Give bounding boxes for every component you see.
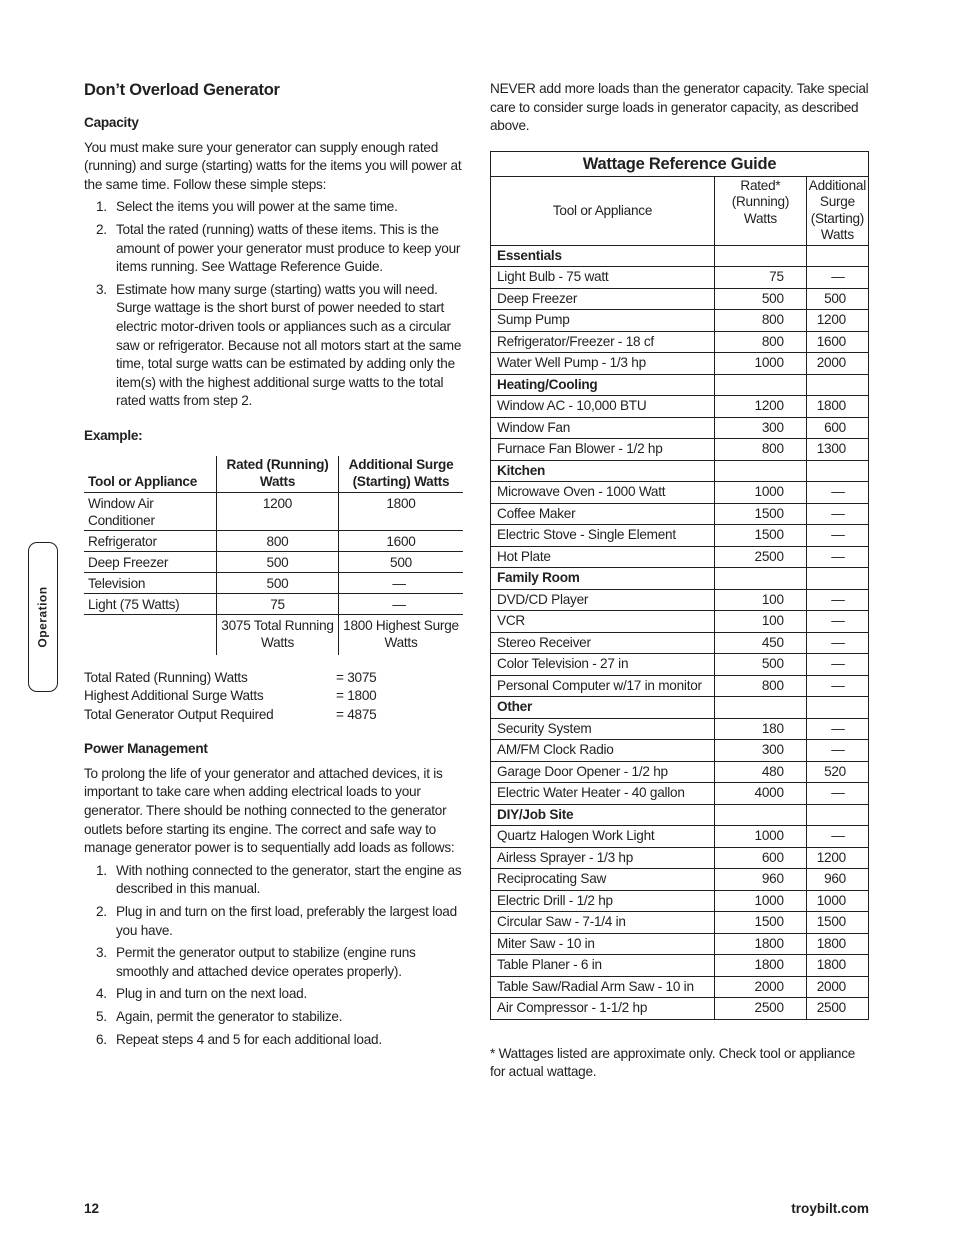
table-cell: 1000 <box>715 353 807 375</box>
category-label: Kitchen <box>491 460 715 482</box>
table-cell: Hot Plate <box>491 546 715 568</box>
power-management-heading: Power Management <box>84 741 208 757</box>
list-item <box>84 985 464 1004</box>
table-total-row <box>84 614 463 655</box>
category-label: DIY/Job Site <box>491 804 715 826</box>
category-label: Other <box>491 697 715 719</box>
wattage-reference-table <box>490 151 869 1020</box>
category-row <box>491 374 869 396</box>
table-cell: Microwave Oven - 1000 Watt <box>491 482 715 504</box>
table-cell: 500 <box>715 654 807 676</box>
table-row <box>491 912 869 934</box>
table-cell: 75 <box>715 267 807 289</box>
step-number: 2. <box>96 904 107 920</box>
table-cell: — <box>806 740 868 762</box>
category-label: Heating/Cooling <box>491 374 715 396</box>
category-row <box>491 804 869 826</box>
table-cell: — <box>806 718 868 740</box>
column-header: Rated* (Running) Watts <box>715 176 807 245</box>
table-cell: Personal Computer w/17 in monitor <box>491 675 715 697</box>
left-column <box>84 80 464 1053</box>
table-header-row <box>84 456 463 493</box>
table-cell: 1200 <box>217 492 339 530</box>
table-cell: 1500 <box>715 503 807 525</box>
summary-label: Total Rated (Running) Watts <box>84 669 248 685</box>
table-cell: 1600 <box>806 331 868 353</box>
table-row <box>491 396 869 418</box>
table-cell: Miter Saw - 10 in <box>491 933 715 955</box>
table-cell: 300 <box>715 740 807 762</box>
table-cell: 2000 <box>715 976 807 998</box>
table-cell <box>806 245 868 267</box>
step-text: Repeat steps 4 and 5 for each additional load. <box>116 1031 382 1047</box>
table-cell: Deep Freezer <box>88 554 169 570</box>
table-cell: — <box>392 575 406 591</box>
table-row <box>491 267 869 289</box>
table-cell: 1500 <box>806 912 868 934</box>
table-cell: — <box>806 546 868 568</box>
list-item <box>84 1031 464 1050</box>
right-column <box>490 80 870 1082</box>
table-cell: 300 <box>715 417 807 439</box>
step-number: 1. <box>96 199 107 215</box>
power-management-steps <box>84 862 464 1049</box>
table-row <box>491 718 869 740</box>
table-row <box>491 976 869 998</box>
table-row <box>491 740 869 762</box>
table-row <box>491 482 869 504</box>
table-cell: VCR <box>491 611 715 633</box>
page-number: 12 <box>84 1201 100 1216</box>
table-row <box>491 439 869 461</box>
summary-line <box>84 706 464 725</box>
column-header: Additional Surge (Starting) Watts <box>806 176 868 245</box>
table-row <box>491 826 869 848</box>
table-cell: 800 <box>715 675 807 697</box>
table-cell: 1200 <box>806 310 868 332</box>
table-cell: 960 <box>806 869 868 891</box>
summary-value: = 3075 <box>336 669 377 685</box>
table-cell: 450 <box>715 632 807 654</box>
capacity-warning: NEVER add more loads than the generator capacity. Take special care to consider surge loads in generator capacity, as described above. <box>490 81 869 134</box>
table-cell: Light Bulb - 75 watt <box>491 267 715 289</box>
table-cell: 600 <box>806 417 868 439</box>
table-cell: Airless Sprayer - 1/3 hp <box>491 847 715 869</box>
table-cell: 4000 <box>715 783 807 805</box>
table-cell: 1800 <box>715 933 807 955</box>
list-item <box>84 944 464 981</box>
table-cell: DVD/CD Player <box>491 589 715 611</box>
table-cell: Color Television - 27 in <box>491 654 715 676</box>
category-label: Essentials <box>491 245 715 267</box>
table-cell <box>806 460 868 482</box>
table-cell: 100 <box>715 589 807 611</box>
table-cell <box>715 374 807 396</box>
table-cell <box>806 568 868 590</box>
table-cell: Window AC - 10,000 BTU <box>491 396 715 418</box>
table-cell <box>806 804 868 826</box>
category-row <box>491 697 869 719</box>
table-row <box>491 847 869 869</box>
table-cell: Stereo Receiver <box>491 632 715 654</box>
list-item <box>84 281 464 411</box>
table-cell: 500 <box>217 551 339 572</box>
table-cell: — <box>806 654 868 676</box>
power-management-intro: To prolong the life of your generator and attached devices, it is important to take care when adding electrical loads to your generator. There should be nothing connected to the generator outlets before starting its engine. The correct and safe way to manage generator power is to sequentially add loads as follows: <box>84 765 455 856</box>
table-row <box>491 546 869 568</box>
table-row <box>491 611 869 633</box>
table-cell: Window Air Conditioner <box>88 495 155 528</box>
table-cell: Refrigerator <box>88 533 157 549</box>
table-cell: Refrigerator/Freezer - 18 cf <box>491 331 715 353</box>
table-cell: 500 <box>806 288 868 310</box>
step-number: 3. <box>96 281 107 297</box>
table-cell: Table Saw/Radial Arm Saw - 10 in <box>491 976 715 998</box>
table-cell: 3075 Total Running Watts <box>217 614 339 655</box>
section-tab-label: Operation <box>35 586 50 648</box>
website-url: troybilt.com <box>791 1201 869 1216</box>
table-cell: Deep Freezer <box>491 288 715 310</box>
table-cell: Water Well Pump - 1/3 hp <box>491 353 715 375</box>
table-cell: AM/FM Clock Radio <box>491 740 715 762</box>
table-row <box>491 955 869 977</box>
table-cell <box>715 697 807 719</box>
table-cell: 1800 <box>806 396 868 418</box>
summary-label: Total Generator Output Required <box>84 706 274 722</box>
table-cell: 2500 <box>806 998 868 1020</box>
table-cell: 1500 <box>715 525 807 547</box>
table-cell: 800 <box>715 310 807 332</box>
table-cell: 1800 <box>386 495 416 511</box>
table-cell: Television <box>88 575 146 591</box>
table-cell: 1500 <box>715 912 807 934</box>
table-cell: Air Compressor - 1-1/2 hp <box>491 998 715 1020</box>
table-row <box>491 417 869 439</box>
step-number: 2. <box>96 221 107 237</box>
table-row <box>491 783 869 805</box>
table-cell <box>715 804 807 826</box>
table-cell: 500 <box>715 288 807 310</box>
table-cell: 1800 <box>715 955 807 977</box>
table-cell: 180 <box>715 718 807 740</box>
table-cell: 1800 Highest Surge Watts <box>343 617 459 650</box>
table-cell <box>715 568 807 590</box>
table-cell: 1600 <box>386 533 416 549</box>
table-cell: 1800 <box>806 933 868 955</box>
footnote: * Wattages listed are approximate only. Check tool or appliance for actual wattage. <box>490 1045 856 1080</box>
table-cell: Electric Drill - 1/2 hp <box>491 890 715 912</box>
column-header: Rated (Running) Watts <box>217 456 339 493</box>
table-cell: — <box>806 675 868 697</box>
table-row <box>491 525 869 547</box>
table-cell: 100 <box>715 611 807 633</box>
table-row <box>491 331 869 353</box>
summary-value: = 1800 <box>336 688 377 704</box>
table-cell <box>715 245 807 267</box>
table-cell: 800 <box>217 530 339 551</box>
table-cell <box>715 460 807 482</box>
table-row <box>84 492 463 530</box>
list-item <box>84 1008 464 1027</box>
list-item <box>84 221 464 277</box>
table-cell: 960 <box>715 869 807 891</box>
step-text: Select the items you will power at the same time. <box>116 199 398 215</box>
list-item <box>84 198 464 217</box>
table-cell: 2000 <box>806 976 868 998</box>
table-cell: 1000 <box>715 826 807 848</box>
example-summary <box>84 669 464 725</box>
table-row <box>491 288 869 310</box>
summary-line <box>84 669 464 688</box>
example-table <box>84 456 463 655</box>
table-row <box>491 310 869 332</box>
table-cell: — <box>806 525 868 547</box>
table-header-row <box>491 176 869 245</box>
example-heading: Example: <box>84 427 143 443</box>
step-number: 3. <box>96 945 107 961</box>
table-row <box>491 890 869 912</box>
step-text: With nothing connected to the generator, start the engine as described in this manual. <box>116 862 462 897</box>
summary-label: Highest Additional Surge Watts <box>84 688 264 704</box>
step-text: Permit the generator output to stabilize (engine runs smoothly and attached device operates properly). <box>116 945 416 979</box>
table-title: Wattage Reference Guide <box>491 151 869 176</box>
table-cell: Reciprocating Saw <box>491 869 715 891</box>
table-row <box>84 530 463 551</box>
table-cell: Table Planer - 6 in <box>491 955 715 977</box>
column-header: Tool or Appliance <box>491 176 715 245</box>
step-text: Total the rated (running) watts of these items. This is the amount of power your generator must produce to keep your items running. See Wattage Reference Guide. <box>116 221 461 275</box>
table-cell: Electric Water Heater - 40 gallon <box>491 783 715 805</box>
table-cell: Electric Stove - Single Element <box>491 525 715 547</box>
step-number: 5. <box>96 1009 107 1024</box>
step-number: 4. <box>96 986 107 1002</box>
category-row <box>491 460 869 482</box>
table-cell: 800 <box>715 439 807 461</box>
table-cell: 600 <box>715 847 807 869</box>
step-text: Again, permit the generator to stabilize. <box>116 1009 343 1024</box>
table-cell: 480 <box>715 761 807 783</box>
table-cell: Circular Saw - 7-1/4 in <box>491 912 715 934</box>
table-row <box>491 632 869 654</box>
list-item <box>84 903 464 940</box>
table-row <box>84 572 463 593</box>
capacity-heading: Capacity <box>84 115 139 130</box>
column-header: Tool or Appliance <box>88 473 198 489</box>
table-cell: Quartz Halogen Work Light <box>491 826 715 848</box>
table-cell <box>84 614 217 655</box>
step-text: Plug in and turn on the next load. <box>116 986 308 1002</box>
table-row <box>491 654 869 676</box>
table-cell: 500 <box>390 554 412 570</box>
list-item <box>84 862 464 899</box>
table-cell: 2500 <box>715 546 807 568</box>
step-number: 1. <box>96 862 107 878</box>
table-cell <box>806 374 868 396</box>
table-cell: 1000 <box>715 890 807 912</box>
table-cell: Light (75 Watts) <box>88 596 180 612</box>
table-cell: 800 <box>715 331 807 353</box>
step-text: Plug in and turn on the first load, preferably the largest load you have. <box>116 904 457 938</box>
table-row <box>84 593 463 614</box>
table-cell: 1000 <box>715 482 807 504</box>
table-cell: 1800 <box>806 955 868 977</box>
table-cell: Security System <box>491 718 715 740</box>
category-label: Family Room <box>491 568 715 590</box>
table-cell: Sump Pump <box>491 310 715 332</box>
summary-line <box>84 687 464 706</box>
capacity-intro: You must make sure your generator can supply enough rated (running) and surge (starting) watts for the items you will power at the same time. Follow these simple steps: <box>84 139 462 192</box>
capacity-steps <box>84 198 464 411</box>
section-title: Don’t Overload Generator <box>84 81 280 99</box>
table-row <box>491 589 869 611</box>
table-cell: 520 <box>806 761 868 783</box>
table-cell: 500 <box>217 572 339 593</box>
step-text: Estimate how many surge (starting) watts you will need. Surge wattage is the short burst of power needed to start electric motor-driven tools or appliances such as a circular saw or refrigerator. Because not all motors start at the same time, total surge watts can be estimated by adding only the item(s) with the highest additional surge watts to the total rated watts from step 2. <box>116 281 462 409</box>
step-number: 6. <box>96 1031 107 1047</box>
table-cell: 1300 <box>806 439 868 461</box>
table-cell: — <box>806 783 868 805</box>
table-row <box>491 933 869 955</box>
column-header: Additional Surge (Starting) Watts <box>348 456 454 489</box>
table-row <box>491 675 869 697</box>
table-row <box>491 761 869 783</box>
summary-value: = 4875 <box>336 706 377 722</box>
table-cell <box>806 697 868 719</box>
table-row <box>84 551 463 572</box>
table-cell: 1200 <box>715 396 807 418</box>
table-cell: — <box>806 611 868 633</box>
table-row <box>491 353 869 375</box>
table-cell: Coffee Maker <box>491 503 715 525</box>
category-row <box>491 245 869 267</box>
table-row <box>491 503 869 525</box>
table-cell: Garage Door Opener - 1/2 hp <box>491 761 715 783</box>
table-cell: — <box>806 589 868 611</box>
table-row <box>491 869 869 891</box>
table-cell: 2500 <box>715 998 807 1020</box>
table-cell: 75 <box>217 593 339 614</box>
table-cell: Furnace Fan Blower - 1/2 hp <box>491 439 715 461</box>
section-tab-operation <box>28 542 58 692</box>
table-cell: — <box>392 596 406 612</box>
table-cell: — <box>806 632 868 654</box>
table-cell: 2000 <box>806 353 868 375</box>
table-cell: Window Fan <box>491 417 715 439</box>
table-cell: — <box>806 826 868 848</box>
table-cell: — <box>806 482 868 504</box>
table-cell: 1200 <box>806 847 868 869</box>
table-cell: — <box>806 503 868 525</box>
table-cell: — <box>806 267 868 289</box>
table-row <box>491 998 869 1020</box>
table-cell: 1000 <box>806 890 868 912</box>
category-row <box>491 568 869 590</box>
